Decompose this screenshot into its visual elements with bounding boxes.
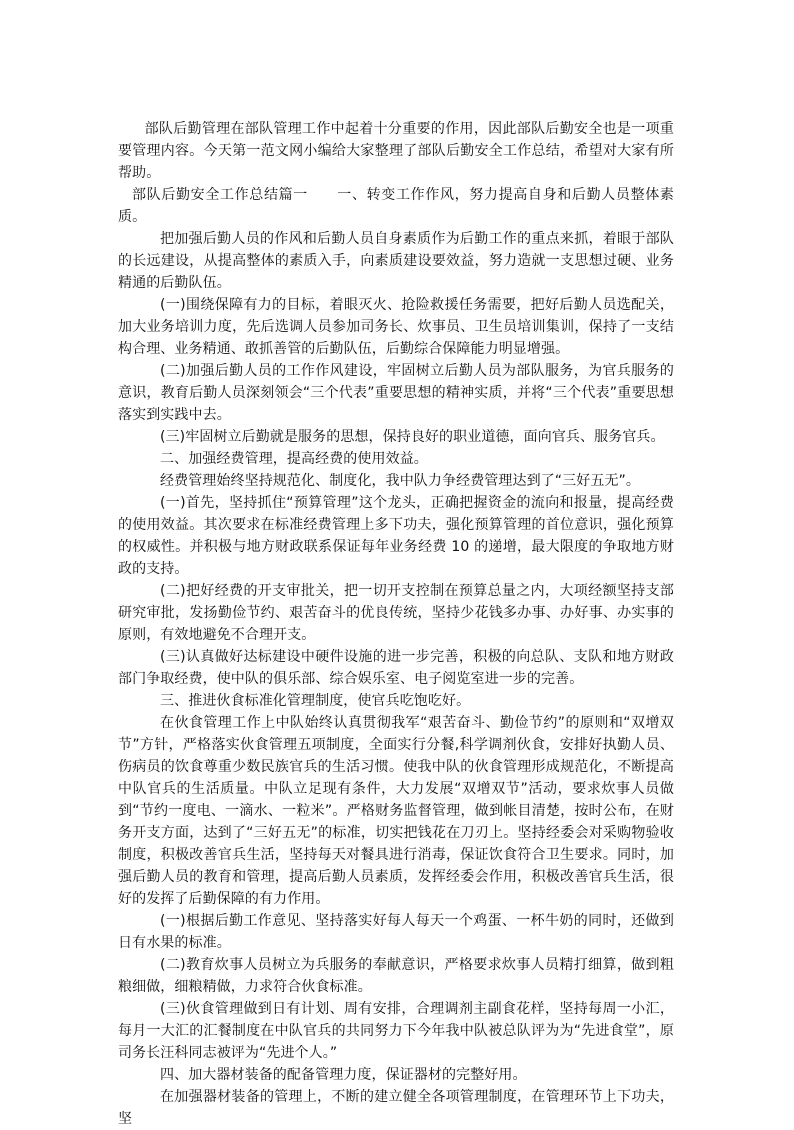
- list-item: (一)围绕保障有力的目标，着眼灭火、抢险救援任务需要，把好后勤人员选配关，加大业务培训力度，先后选调人员参加司务长、炊事员、卫生员培训集训，保持了一支结构合理、业务精通、敢抓善管的后勤队伍，后勤综合保障能力明显增强。: [118, 297, 674, 357]
- list-item: (一)根据后勤工作意见、坚持落实好每人每天一个鸡蛋、一杯牛奶的同时，还做到日有水果的标准。: [118, 913, 674, 951]
- list-item: (三)伙食管理做到日有计划、周有安排，合理调剂主副食花样，坚持每周一小汇，每月一大汇的汇餐制度在中队官兵的共同努力下今年我中队被总队评为为“先进食堂”，原司务长汪科同志被评为“先进个人。”: [118, 1001, 674, 1061]
- list-item: (二)教育炊事人员树立为兵服务的奉献意识，严格要求炊事人员精打细算，做到粗粮细做，细粮精做，力求符合伙食标准。: [118, 957, 674, 995]
- section-heading-2: 二、加强经费管理，提高经费的使用效益。: [160, 451, 428, 467]
- body-paragraph: 在伙食管理工作上中队始终认真贯彻我军“艰苦奋斗、勤俭节约”的原则和“双增双节”方针，严格落实伙食管理五项制度，全面实行分餐,科学调剂伙食，安排好执勤人员、伤病员的饮食尊重少数民族官兵的生活习惯。使我中队的伙食管理形成规范化，不断提高中队官兵的生活质量。中队立足现有条件，大力发展“双增双节”活动，要求炊事人员做到“节约一度电、一滴水、一粒米”。严格财务监督管理，做到帐目清楚，按时公布，在财务开支方面，达到了“三好五无”的标准，切实把钱花在刀刃上。坚持经委会对采购物验收制度，积极改善官兵生活，坚持每天对餐具进行消毒，保证饮食符合卫生要求。同时，加强后勤人员的教育和管理，提高后勤人员素质，发挥经委会作用，积极改善官兵生活，很好的发挥了后勤保障的有力作用。: [118, 715, 674, 907]
- section-heading-3: 三、推进伙食标准化管理制度，使官兵吃饱吃好。: [160, 693, 471, 709]
- body-paragraph: 把加强后勤人员的作风和后勤人员自身素质作为后勤工作的重点来抓，着眼于部队的长远建设，从提高整体的素质入手，向素质建设要效益，努力造就一支思想过硬、业务精通的后勤队伍。: [118, 231, 674, 291]
- list-item: (二)加强后勤人员的工作作风建设，牢固树立后勤人员为部队服务，为官兵服务的意识，教育后勤人员深刻领会“三个代表”重要思想的精神实质，并将“三个代表”重要思想落实到实践中去。: [118, 363, 674, 423]
- body-paragraph: 在加强器材装备的管理上，不断的建立健全各项管理制度，在管理环节上下功夫，坚: [118, 1089, 674, 1127]
- list-item: (三)认真做好达标建设中硬件设施的进一步完善，积极的向总队、支队和地方财政部门争取经费，使中队的俱乐部、综合娱乐室、电子阅览室进一步的完善。: [118, 649, 674, 687]
- list-item: (二)把好经费的开支审批关，把一切开支控制在预算总量之内，大项经额坚持支部研究审批，发扬勤俭节约、艰苦奋斗的优良传统，坚持少花钱多办事、办好事、办实事的原则，有效地避免不合理开支。: [118, 583, 674, 643]
- body-paragraph: 经费管理始终坚持规范化、制度化，我中队力争经费管理达到了“三好五无”。: [160, 473, 641, 489]
- list-item: (一)首先，坚持抓住“预算管理”这个龙头，正确把握资金的流向和报量，提高经费的使用效益。其次要求在标准经费管理上多下功夫，强化预算管理的首位意识，强化预算的权威性。并积极与地方财政联系保证每年业务经费 10 的递增，最大限度的争取地方财政的支持。: [118, 495, 674, 577]
- document-page: [118, 118, 674, 1130]
- section-heading-1: 部队后勤安全工作总结篇一 一、转变工作作风，努力提高自身和后勤人员整体素质。: [118, 187, 674, 225]
- section-heading-4: 四、加大器材装备的配备管理力度，保证器材的完整好用。: [160, 1067, 527, 1083]
- intro-paragraph: 部队后勤管理在部队管理工作中起着十分重要的作用，因此部队后勤安全也是一项重要管理内容。今天第一范文网小编给大家整理了部队后勤安全工作总结，希望对大家有所帮助。: [118, 121, 674, 181]
- list-item: (三)牢固树立后勤就是服务的思想，保持良好的职业道德，面向官兵、服务官兵。: [160, 429, 665, 445]
